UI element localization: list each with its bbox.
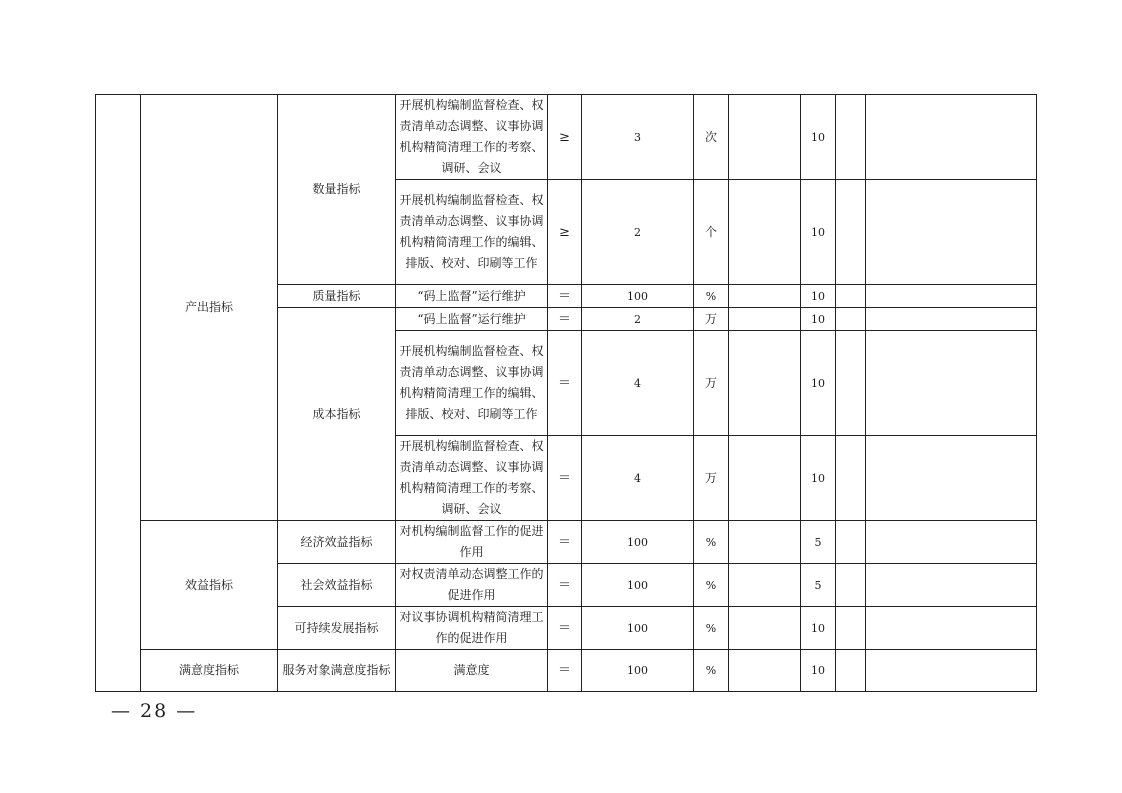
category-cell: 满意度指标 (141, 650, 278, 692)
blank-cell (866, 436, 1037, 521)
operator-cell: ＝ (548, 607, 582, 650)
indicator-content-cell: 满意度 (396, 650, 548, 692)
performance-indicator-table (95, 94, 1037, 692)
operator-cell: ＝ (548, 331, 582, 436)
blank-cell (836, 331, 866, 436)
target-value-cell: 4 (582, 436, 694, 521)
blank-cell (866, 607, 1037, 650)
unit-cell: % (694, 521, 729, 564)
unit-cell: 个 (694, 180, 729, 285)
page-number: — 28 — (111, 700, 198, 722)
blank-cell (96, 95, 141, 692)
indicator-content-cell: “码上监督”运行维护 (396, 308, 548, 331)
subcategory-cell: 成本指标 (278, 308, 396, 521)
blank-cell (836, 180, 866, 285)
indicator-content-cell: 对议事协调机构精简清理工作的促进作用 (396, 607, 548, 650)
operator-cell: ＝ (548, 564, 582, 607)
blank-cell (866, 95, 1037, 180)
target-value-cell: 2 (582, 180, 694, 285)
score-cell: 5 (801, 521, 836, 564)
indicator-content-cell: “码上监督”运行维护 (396, 285, 548, 308)
blank-cell (729, 650, 801, 692)
blank-cell (836, 436, 866, 521)
unit-cell: 万 (694, 308, 729, 331)
target-value-cell: 100 (582, 650, 694, 692)
indicator-content-cell: 开展机构编制监督检查、权责清单动态调整、议事协调机构精简清理工作的考察、调研、会议 (396, 436, 548, 521)
score-cell: 10 (801, 650, 836, 692)
unit-cell: 万 (694, 436, 729, 521)
table-row (96, 95, 1037, 180)
blank-cell (866, 180, 1037, 285)
score-cell: 10 (801, 331, 836, 436)
operator-cell: ≥ (548, 180, 582, 285)
operator-cell: ＝ (548, 285, 582, 308)
blank-cell (836, 564, 866, 607)
blank-cell (836, 285, 866, 308)
score-cell: 10 (801, 285, 836, 308)
blank-cell (836, 521, 866, 564)
indicator-content-cell: 对权责清单动态调整工作的促进作用 (396, 564, 548, 607)
blank-cell (729, 180, 801, 285)
blank-cell (836, 607, 866, 650)
target-value-cell: 3 (582, 95, 694, 180)
blank-cell (729, 285, 801, 308)
target-value-cell: 100 (582, 521, 694, 564)
subcategory-cell: 社会效益指标 (278, 564, 396, 607)
indicator-content-cell: 开展机构编制监督检查、权责清单动态调整、议事协调机构精简清理工作的考察、调研、会议 (396, 95, 548, 180)
target-value-cell: 2 (582, 308, 694, 331)
blank-cell (866, 521, 1037, 564)
score-cell: 10 (801, 308, 836, 331)
blank-cell (729, 607, 801, 650)
blank-cell (729, 564, 801, 607)
operator-cell: ＝ (548, 308, 582, 331)
unit-cell: % (694, 285, 729, 308)
blank-cell (729, 95, 801, 180)
unit-cell: % (694, 650, 729, 692)
target-value-cell: 100 (582, 564, 694, 607)
score-cell: 10 (801, 180, 836, 285)
score-cell: 10 (801, 95, 836, 180)
indicator-content-cell: 开展机构编制监督检查、权责清单动态调整、议事协调机构精简清理工作的编辑、排版、校对、印刷等工作 (396, 331, 548, 436)
blank-cell (729, 308, 801, 331)
category-cell: 效益指标 (141, 521, 278, 650)
blank-cell (866, 331, 1037, 436)
operator-cell: ≥ (548, 95, 582, 180)
target-value-cell: 4 (582, 331, 694, 436)
blank-cell (866, 308, 1037, 331)
blank-cell (729, 521, 801, 564)
target-value-cell: 100 (582, 285, 694, 308)
subcategory-cell: 服务对象满意度指标 (278, 650, 396, 692)
blank-cell (836, 308, 866, 331)
operator-cell: ＝ (548, 521, 582, 564)
table-row (96, 650, 1037, 692)
blank-cell (866, 564, 1037, 607)
blank-cell (836, 650, 866, 692)
score-cell: 10 (801, 607, 836, 650)
indicator-content-cell: 对机构编制监督工作的促进作用 (396, 521, 548, 564)
unit-cell: 万 (694, 331, 729, 436)
blank-cell (866, 285, 1037, 308)
blank-cell (729, 331, 801, 436)
unit-cell: 次 (694, 95, 729, 180)
score-cell: 5 (801, 564, 836, 607)
blank-cell (866, 650, 1037, 692)
subcategory-cell: 质量指标 (278, 285, 396, 308)
unit-cell: % (694, 607, 729, 650)
indicator-content-cell: 开展机构编制监督检查、权责清单动态调整、议事协调机构精简清理工作的编辑、排版、校对、印刷等工作 (396, 180, 548, 285)
category-cell: 产出指标 (141, 95, 278, 521)
subcategory-cell: 数量指标 (278, 95, 396, 285)
score-cell: 10 (801, 436, 836, 521)
blank-cell (729, 436, 801, 521)
subcategory-cell: 可持续发展指标 (278, 607, 396, 650)
target-value-cell: 100 (582, 607, 694, 650)
subcategory-cell: 经济效益指标 (278, 521, 396, 564)
blank-cell (836, 95, 866, 180)
operator-cell: ＝ (548, 650, 582, 692)
operator-cell: ＝ (548, 436, 582, 521)
table-row (96, 521, 1037, 564)
unit-cell: % (694, 564, 729, 607)
